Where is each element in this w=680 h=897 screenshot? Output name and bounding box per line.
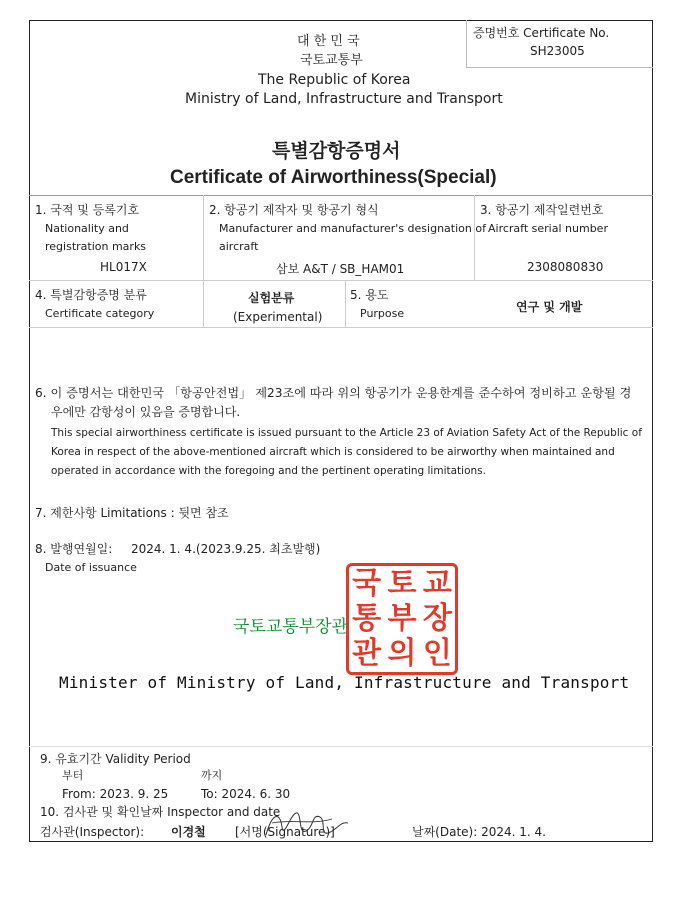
official-seal <box>346 563 458 675</box>
field-1-english-1: Nationality and <box>45 222 129 235</box>
lower-rule <box>29 746 653 747</box>
minister-english: Minister of Ministry of Land, Infrastructure and Transport <box>59 673 630 692</box>
certificate-number-label: 증명번호 Certificate No. <box>473 26 610 40</box>
inspector-signature <box>262 805 352 845</box>
certificate-number: SH23005 <box>530 44 585 58</box>
seal-char: 부 <box>387 600 417 636</box>
section-9-label: 9. 유효기간 Validity Period <box>40 752 191 766</box>
purpose-value: 연구 및 개발 <box>516 300 583 314</box>
country-korean: 대 한 민 국 <box>297 34 360 49</box>
category-english: (Experimental) <box>233 310 323 324</box>
validity-from: From: 2023. 9. 25 <box>62 787 169 801</box>
field-3-label: 3. 항공기 제작일련번호 <box>480 203 604 217</box>
field-4-label: 4. 특별감항증명 분류 <box>35 288 147 302</box>
serial-number: 2308080830 <box>527 260 604 274</box>
table-col-rule-3 <box>345 280 346 327</box>
ministry-korean: 국토교통부 <box>300 53 363 68</box>
field-3-english: Aircraft serial number <box>488 222 608 235</box>
field-2-english-1: Manufacturer and manufacturer's designation of <box>219 222 486 235</box>
seal-char: 통 <box>352 600 382 636</box>
section-6-korean-2: 우에만 감항성이 있음을 증명합니다. <box>51 405 241 419</box>
field-2-label: 2. 항공기 제작자 및 항공기 형식 <box>209 203 379 217</box>
field-5-english: Purpose <box>360 307 405 320</box>
title-korean: 특별감항증명서 <box>272 140 401 162</box>
issuance-date: 2024. 1. 4.(2023.9.25. 최초발행) <box>131 542 321 556</box>
seal-char: 토 <box>387 565 417 601</box>
country-english: The Republic of Korea <box>258 72 411 88</box>
manufacturer-model: 삼보 A&T / SB_HAM01 <box>276 262 405 276</box>
seal-char: 인 <box>422 636 452 672</box>
seal-char: 의 <box>387 636 417 672</box>
field-5-label: 5. 용도 <box>350 288 389 302</box>
category-korean: 실험분류 <box>248 291 295 305</box>
section-10-label: 10. 검사관 및 확인날짜 Inspector and date <box>40 805 281 819</box>
table-bottom-rule <box>29 327 653 328</box>
section-6-english-3: operated in accordance with the foregoing and the pertinent operating limitations. <box>51 465 486 477</box>
inspection-date: 날짜(Date): 2024. 1. 4. <box>412 825 546 839</box>
section-7-limitations: 7. 제한사항 Limitations : 뒷면 참조 <box>35 506 229 520</box>
inspector-label: 검사관(Inspector): <box>40 825 145 839</box>
table-row-rule <box>29 280 653 281</box>
registration-mark: HL017X <box>100 260 147 274</box>
minister-korean: 국토교통부장관 <box>233 617 348 637</box>
table-col-rule-2 <box>474 195 475 280</box>
from-korean: 부터 <box>62 769 84 782</box>
to-korean: 까지 <box>201 769 223 782</box>
section-6-korean-1: 6. 이 증명서는 대한민국 「항공안전법」 제23조에 따라 위의 항공기가 운용한계를 준수하여 정비하고 운항될 경 <box>35 386 632 400</box>
section-8-english: Date of issuance <box>45 561 137 574</box>
seal-char: 교 <box>422 565 452 601</box>
seal-char: 국 <box>352 565 382 601</box>
section-8-label: 8. 발행연월일: <box>35 542 113 556</box>
section-6-english-2: Korea in respect of the above-mentioned aircraft which is considered to be airworthy when maintained and <box>51 446 615 458</box>
table-col-rule-1 <box>203 195 204 327</box>
seal-char: 장 <box>422 600 452 636</box>
inspector-name: 이경철 <box>171 825 206 839</box>
title-english: Certificate of Airworthiness(Special) <box>170 167 497 188</box>
seal-char: 관 <box>352 636 382 672</box>
section-6-english-1: This special airworthiness certificate is issued pursuant to the Article 23 of Aviation Safety Act of the Republic of <box>51 427 642 439</box>
field-4-english: Certificate category <box>45 307 155 320</box>
field-1-english-2: registration marks <box>45 240 147 253</box>
table-top-rule <box>29 195 653 196</box>
signature-label: [서명(Signature)] <box>235 825 335 839</box>
field-1-label: 1. 국적 및 등록기호 <box>35 203 140 217</box>
validity-to: To: 2024. 6. 30 <box>201 787 291 801</box>
ministry-english: Ministry of Land, Infrastructure and Transport <box>185 91 503 107</box>
field-2-english-2: aircraft <box>219 240 259 253</box>
